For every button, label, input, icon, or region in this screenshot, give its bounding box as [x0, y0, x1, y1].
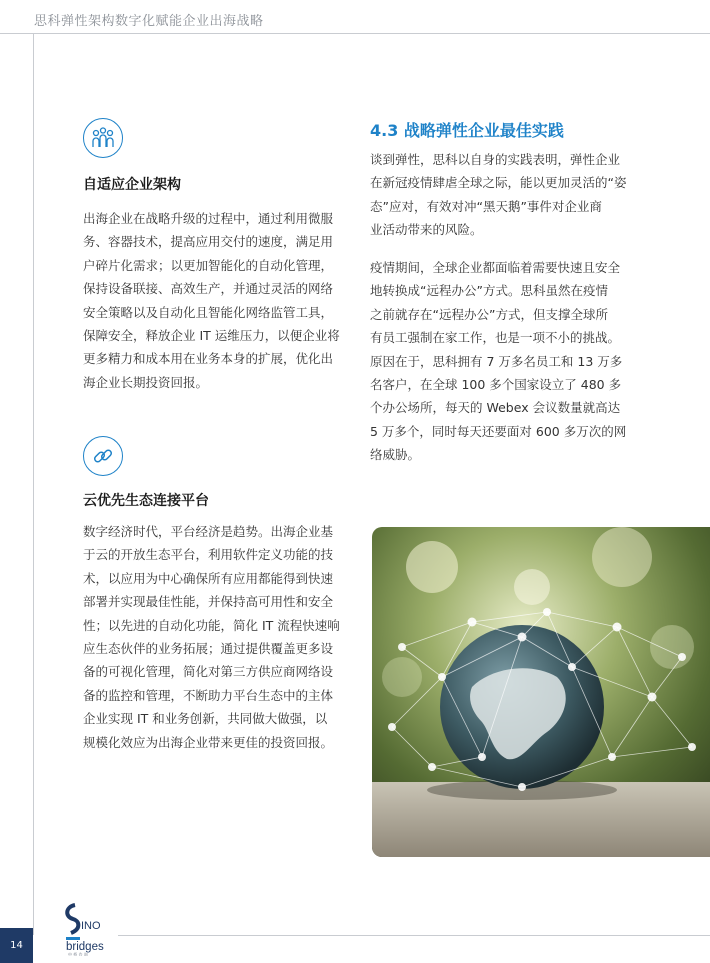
text-line: 数字经济时代，平台经济是趋势。出海企业基 — [83, 524, 334, 539]
text-line: 企业实现 IT 和业务创新，共同做大做强，以 — [83, 711, 328, 727]
text-line: 在新冠疫情肆虐全球之际，能以更加灵活的“姿 — [370, 175, 627, 191]
text-line: 名客户，在全球 100 多个国家设立了 480 多 — [370, 377, 622, 393]
text-line: 出海企业在战略升级的过程中，通过利用微服 — [83, 211, 334, 226]
section-heading-4-3: 4.3 战略弹性企业最佳实践 — [370, 121, 564, 140]
text-line: 备的可视化管理，简化对第三方供应商网络设 — [83, 664, 334, 680]
text-line: 性；以先进的自动化功能，简化 IT 流程快速响 — [83, 617, 340, 633]
paragraph-remote-work — [370, 256, 630, 467]
section-body-adaptive-architecture — [83, 207, 348, 394]
text-line: 5 万多个，同时每天还要面对 600 多万次的网 — [370, 423, 627, 439]
sino-bridges-logo — [62, 900, 118, 956]
text-line: 地转换成“远程办公”方式。思科虽然在疫情 — [370, 283, 608, 299]
text-line: 有员工强制在家工作，也是一项不小的挑战。 — [370, 330, 621, 346]
logo-tagline: 中 桥 咨 询 — [68, 952, 88, 956]
text-line: 络威胁。 — [370, 447, 421, 463]
text-line: 业活动带来的风险。 — [370, 222, 483, 238]
running-header: 思科弹性架构数字化赋能企业出海战略 — [34, 14, 264, 29]
globe-network-photo — [372, 527, 710, 857]
text-line: 疫情期间，全球企业都面临着需要快速且安全 — [370, 260, 621, 275]
text-line: 规模化效应为出海企业带来更佳的投资回报。 — [83, 734, 334, 750]
logo-text-bridges: bridges — [66, 941, 104, 953]
text-line: 部署并实现最佳性能，并保持高可用性和安全 — [83, 594, 334, 610]
text-line: 户碎片化需求；以更加智能化的自动化管理， — [83, 257, 334, 273]
section-title-cloud-ecosystem: 云优先生态连接平台 — [83, 493, 209, 509]
left-margin-divider — [33, 33, 34, 935]
footer-divider — [118, 935, 710, 936]
people-network-icon — [83, 118, 123, 158]
logo-text-ino: INO — [81, 920, 101, 932]
paragraph-resilience-intro — [370, 148, 630, 242]
text-line: 备的监控和管理，不断助力平台生态中的主体 — [83, 687, 334, 703]
text-line: 安全策略以及自动化且智能化网络监管工具， — [83, 304, 334, 320]
text-line: 态”应对，有效对冲“黑天鹅”事件对企业商 — [370, 198, 602, 214]
chain-link-icon — [83, 436, 123, 476]
text-line: 保障安全，释放企业 IT 运维压力，以便企业将 — [83, 328, 340, 344]
section-body-cloud-ecosystem — [83, 520, 348, 754]
header-divider — [0, 33, 710, 34]
text-line: 应生态伙伴的业务拓展；通过提供覆盖更多设 — [83, 641, 334, 657]
text-line: 之前就存在“远程办公”方式，但支撑全球所 — [370, 306, 608, 322]
text-line: 术，以应用为中心确保所有应用都能得到快速 — [83, 570, 334, 586]
text-line: 海企业长期投资回报。 — [83, 374, 209, 390]
text-line: 个办公场所，每天的 Webex 会议数量就高达 — [370, 400, 621, 416]
text-line: 务、容器技术，提高应用交付的速度，满足用 — [83, 234, 334, 250]
text-line: 于云的开放生态平台，利用软件定义功能的技 — [83, 547, 334, 563]
text-line: 谈到弹性，思科以自身的实践表明，弹性企业 — [370, 152, 621, 167]
section-title-adaptive-architecture: 自适应企业架构 — [83, 177, 181, 193]
text-line: 保持设备联接、高效生产，并通过灵活的网络 — [83, 281, 334, 297]
text-line: 原因在于，思科拥有 7 万多名员工和 13 万多 — [370, 353, 623, 369]
page-number-badge: 14 — [0, 928, 33, 963]
text-line: 更多精力和成本用在业务本身的扩展，优化出 — [83, 351, 334, 367]
